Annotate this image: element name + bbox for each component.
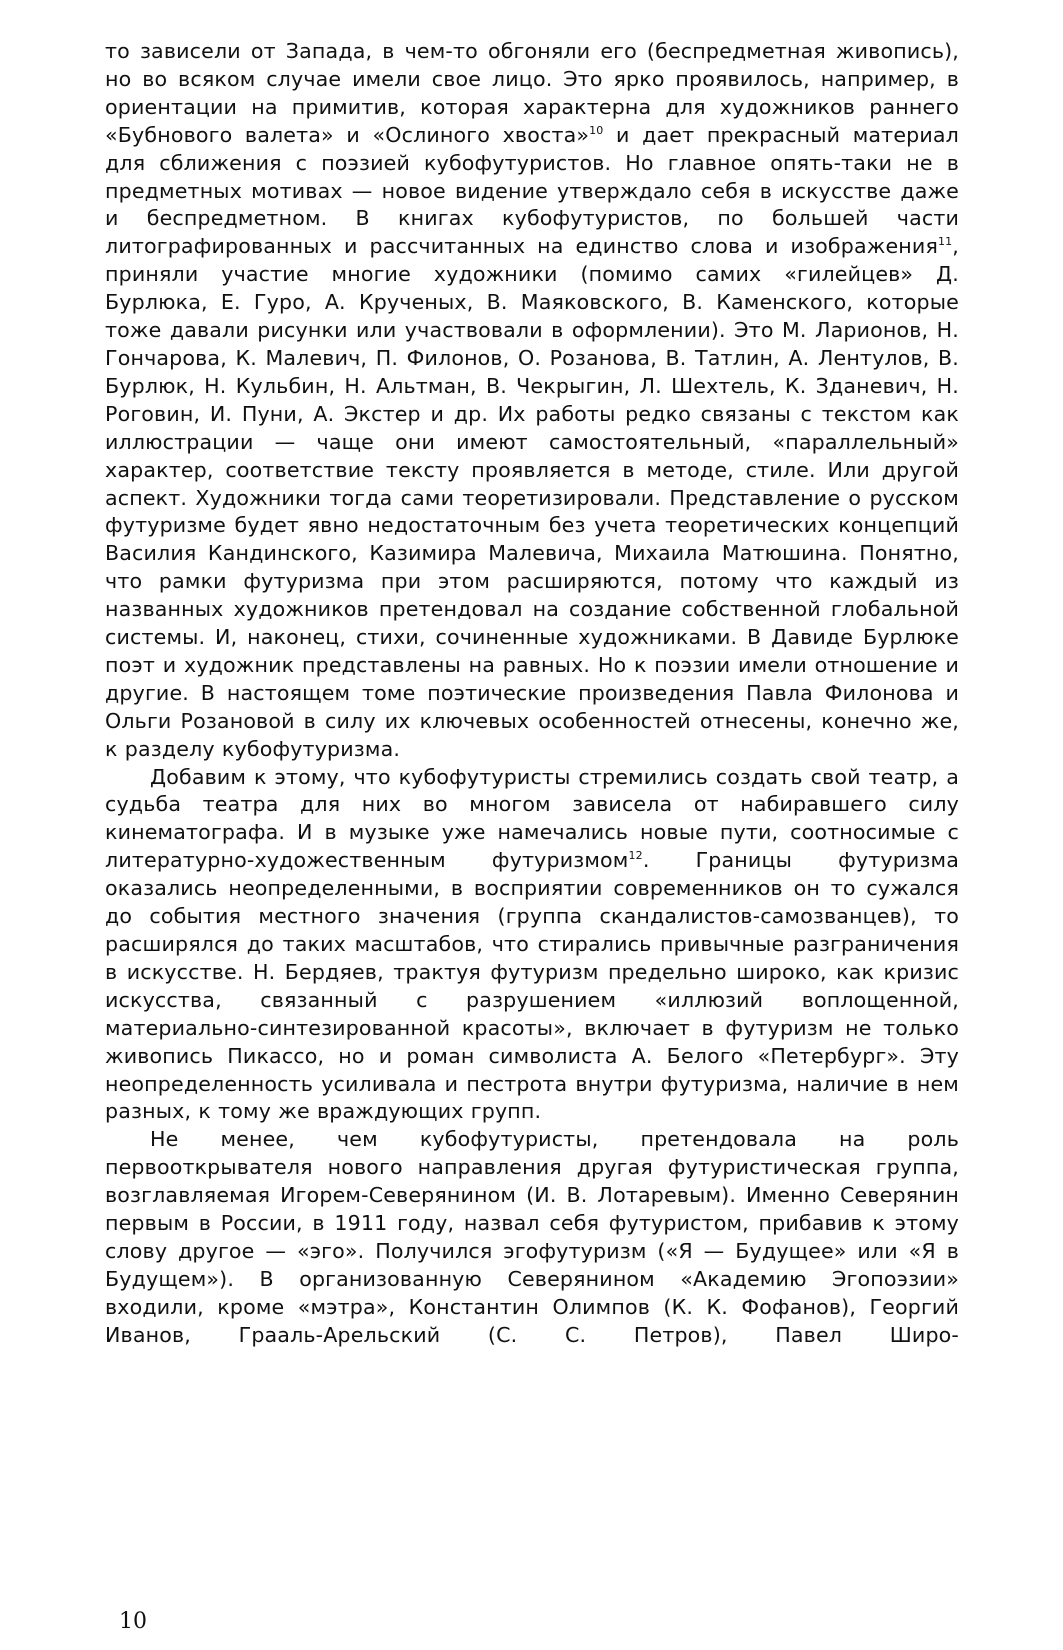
paragraph-3-text: Не менее, чем кубофутуристы, претендовала на роль первооткрывателя нового направления другая футуристическая группа, возглавляемая Игорем-Северянином (И. В. Лотаревым). Именно Северянин первым в России, в 1911 году, назвал себя футуристом, прибавив к этому слову другое — «эго». Получился эгофутуризм («Я — Будущее» или «Я в Будущем»). В организованную Северянином «Академию Эгопоэзии» входили, кроме «мэтра», Константин Олимпов (К. К. Фофанов), Георгий Иванов, Грааль-Арельский (С. С. Петров), Павел Широ- <box>105 1127 959 1347</box>
paragraph-2-body <box>105 764 959 1127</box>
paragraph-1-text-a: то зависели от Запада, в чем-то обгоняли его (беспредметная живопись), но во всяком случае имели свое лицо. Это ярко проявилось, например, в ориентации на примитив, которая характерна для художников раннего «Бубнового валета» и «Ослиного хвоста» <box>105 39 959 147</box>
paragraph-1-body <box>105 38 959 764</box>
paragraph-1 <box>105 38 959 764</box>
paragraph-1-text-c: , приняли участие многие художники (помимо самих «гилейцев» Д. Бурлюка, Е. Гуро, А. Крученых, В. Маяковского, В. Каменского, которые тоже давали рисунки или участвовали в оформлении). Это М. Ларионов, Н. Гончарова, К. Малевич, П. Филонов, О. Розанова, В. Татлин, А. Лентулов, В. Бурлюк, Н. Кульбин, Н. Альтман, В. Чекрыгин, Л. Шехтель, К. Зданевич, Н. Роговин, И. Пуни, А. Экстер и др. Их работы редко связаны с текстом как иллюстрации — чаще они имеют самостоятельный, «параллельный» характер, соответствие тексту проявляется в методе, стиле. Или другой аспект. Художники тогда сами теоретизировали. Представление о русском футуризме будет явно недостаточным без учета теоретических концепций Василия Кандинского, Казимира Малевича, Михаила Матюшина. Понятно, что рамки футуризма при этом расширяются, потому что каждый из названных художников претендовал на создание собственной глобальной системы. И, наконец, стихи, сочиненные художниками. В Давиде Бурлюке поэт и художник представлены на равных. Но к поэзии имели отношение и другие. В настоящем томе поэтические произведения Павла Филонова и Ольги Розановой в силу их ключевых особенностей отнесены, конечно же, к разделу кубофутуризма. <box>105 234 959 761</box>
page-number: 10 <box>119 1609 147 1634</box>
footnote-ref-12: 12 <box>628 849 643 863</box>
book-page <box>105 38 959 1638</box>
paragraph-3 <box>105 1126 959 1349</box>
footnote-ref-10: 10 <box>589 123 604 137</box>
paragraph-1-text-b: и дает прекрасный материал для сближения с поэзией кубофутуристов. Но главное опять-таки не в предметных мотивах — новое видение утверждало себя в искусстве даже и беспредметном. В книгах кубофутуристов, по большей части литографированных и рассчитанных на единство слова и изображения <box>105 122 959 259</box>
paragraph-2-text-b: . Границы футуризма оказались неопределенными, в восприятии современников он то сужался до события местного значения (группа скандалистов-самозванцев), то расширялся до таких масштабов, что стирались привычные разграничения в искусстве. Н. Бердяев, трактуя футуризм предельно широко, как кризис искусства, связанный с разрушением «иллюзий воплощенной, материально-синтезированной красоты», включает в футуризм не только живопись Пикассо, но и роман символиста А. Белого «Петербург». Эту неопределенность усиливала и пестрота внутри футуризма, наличие в нем разных, к тому же враждующих групп. <box>105 848 960 1124</box>
paragraph-2-text-a: Добавим к этому, что кубофутуристы стремились создать свой театр, а судьба театра для них во многом зависела от набиравшего силу кинематографа. И в музыке уже намечались новые пути, соотносимые с литературно-художественным футуризмом <box>105 764 959 873</box>
paragraph-2 <box>105 764 959 1127</box>
footnote-ref-11: 11 <box>937 235 953 249</box>
